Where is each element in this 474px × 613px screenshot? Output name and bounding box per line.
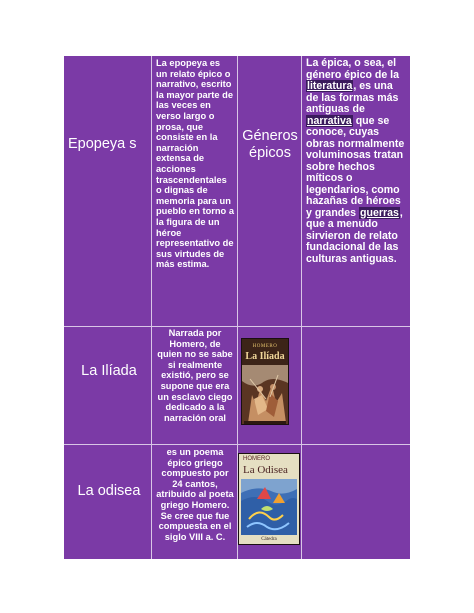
genre-text-2: , es una de las formas más antiguas de [306,80,399,115]
literatura-link[interactable]: literatura [307,80,353,92]
row-title-epopeyas: Epopeya s [68,136,137,152]
odyssey-sea-illustration [241,479,297,535]
row-description-odisea: es un poema épico griego compuesto por 24 cantos, atribuido al poeta griego Homero. Se cree que fue compuesta en el siglo VIII a. C. [156,447,234,542]
table-row-divider [64,326,410,327]
row-title-odisea: La odisea [77,483,141,499]
odyssey-cover-title: La Odisea [243,464,288,476]
iliad-cover-author: HOMERO [252,344,278,349]
table-column-divider [301,56,302,559]
table-row-divider [64,444,410,445]
row-title-iliada: La Ilíada [81,363,137,379]
iliad-battle-illustration [242,365,288,424]
genre-text-1: La épica, o sea, el género épico de la [306,57,400,81]
genre-title: Géneros épicos [242,128,298,161]
iliad-cover-title: La Ilíada [245,351,285,362]
table-column-divider [151,56,152,559]
narrativa-link[interactable]: narrativa [307,114,352,127]
row-description-iliada: Narrada por Homero, de quien no se sabe si realmente existió, pero se supone que era un esclavo ciego dedicado a la narración oral [157,328,233,423]
guerras-link[interactable]: guerras [360,206,399,219]
genre-text-3: que se conoce, cuyas obras normalmente voluminosas tratan sobre hechos míticos o legendarios, como hazañas de héroes y grandes [306,114,405,219]
book-cover-odyssey [238,453,300,545]
odyssey-cover-author: HOMERO [243,456,270,462]
epic-genre-table [64,56,410,559]
genre-description [306,58,406,265]
book-cover-iliad [241,338,289,425]
row-description-epopeyas: La epopeya es un relato épico o narrativo, escrito la mayor parte de las veces en verso largo o prosa, que consiste en la narración extensa de acciones trascendentales o dignas de memoria para un pueblo en torno a la figura de un héroe representativo de sus virtudes de más estima. [156,58,234,270]
odyssey-cover-publisher: Cátedra [261,537,277,542]
genre-text-4: , que a menudo sirvieron de relato fundacional de las culturas antiguas. [306,206,403,265]
